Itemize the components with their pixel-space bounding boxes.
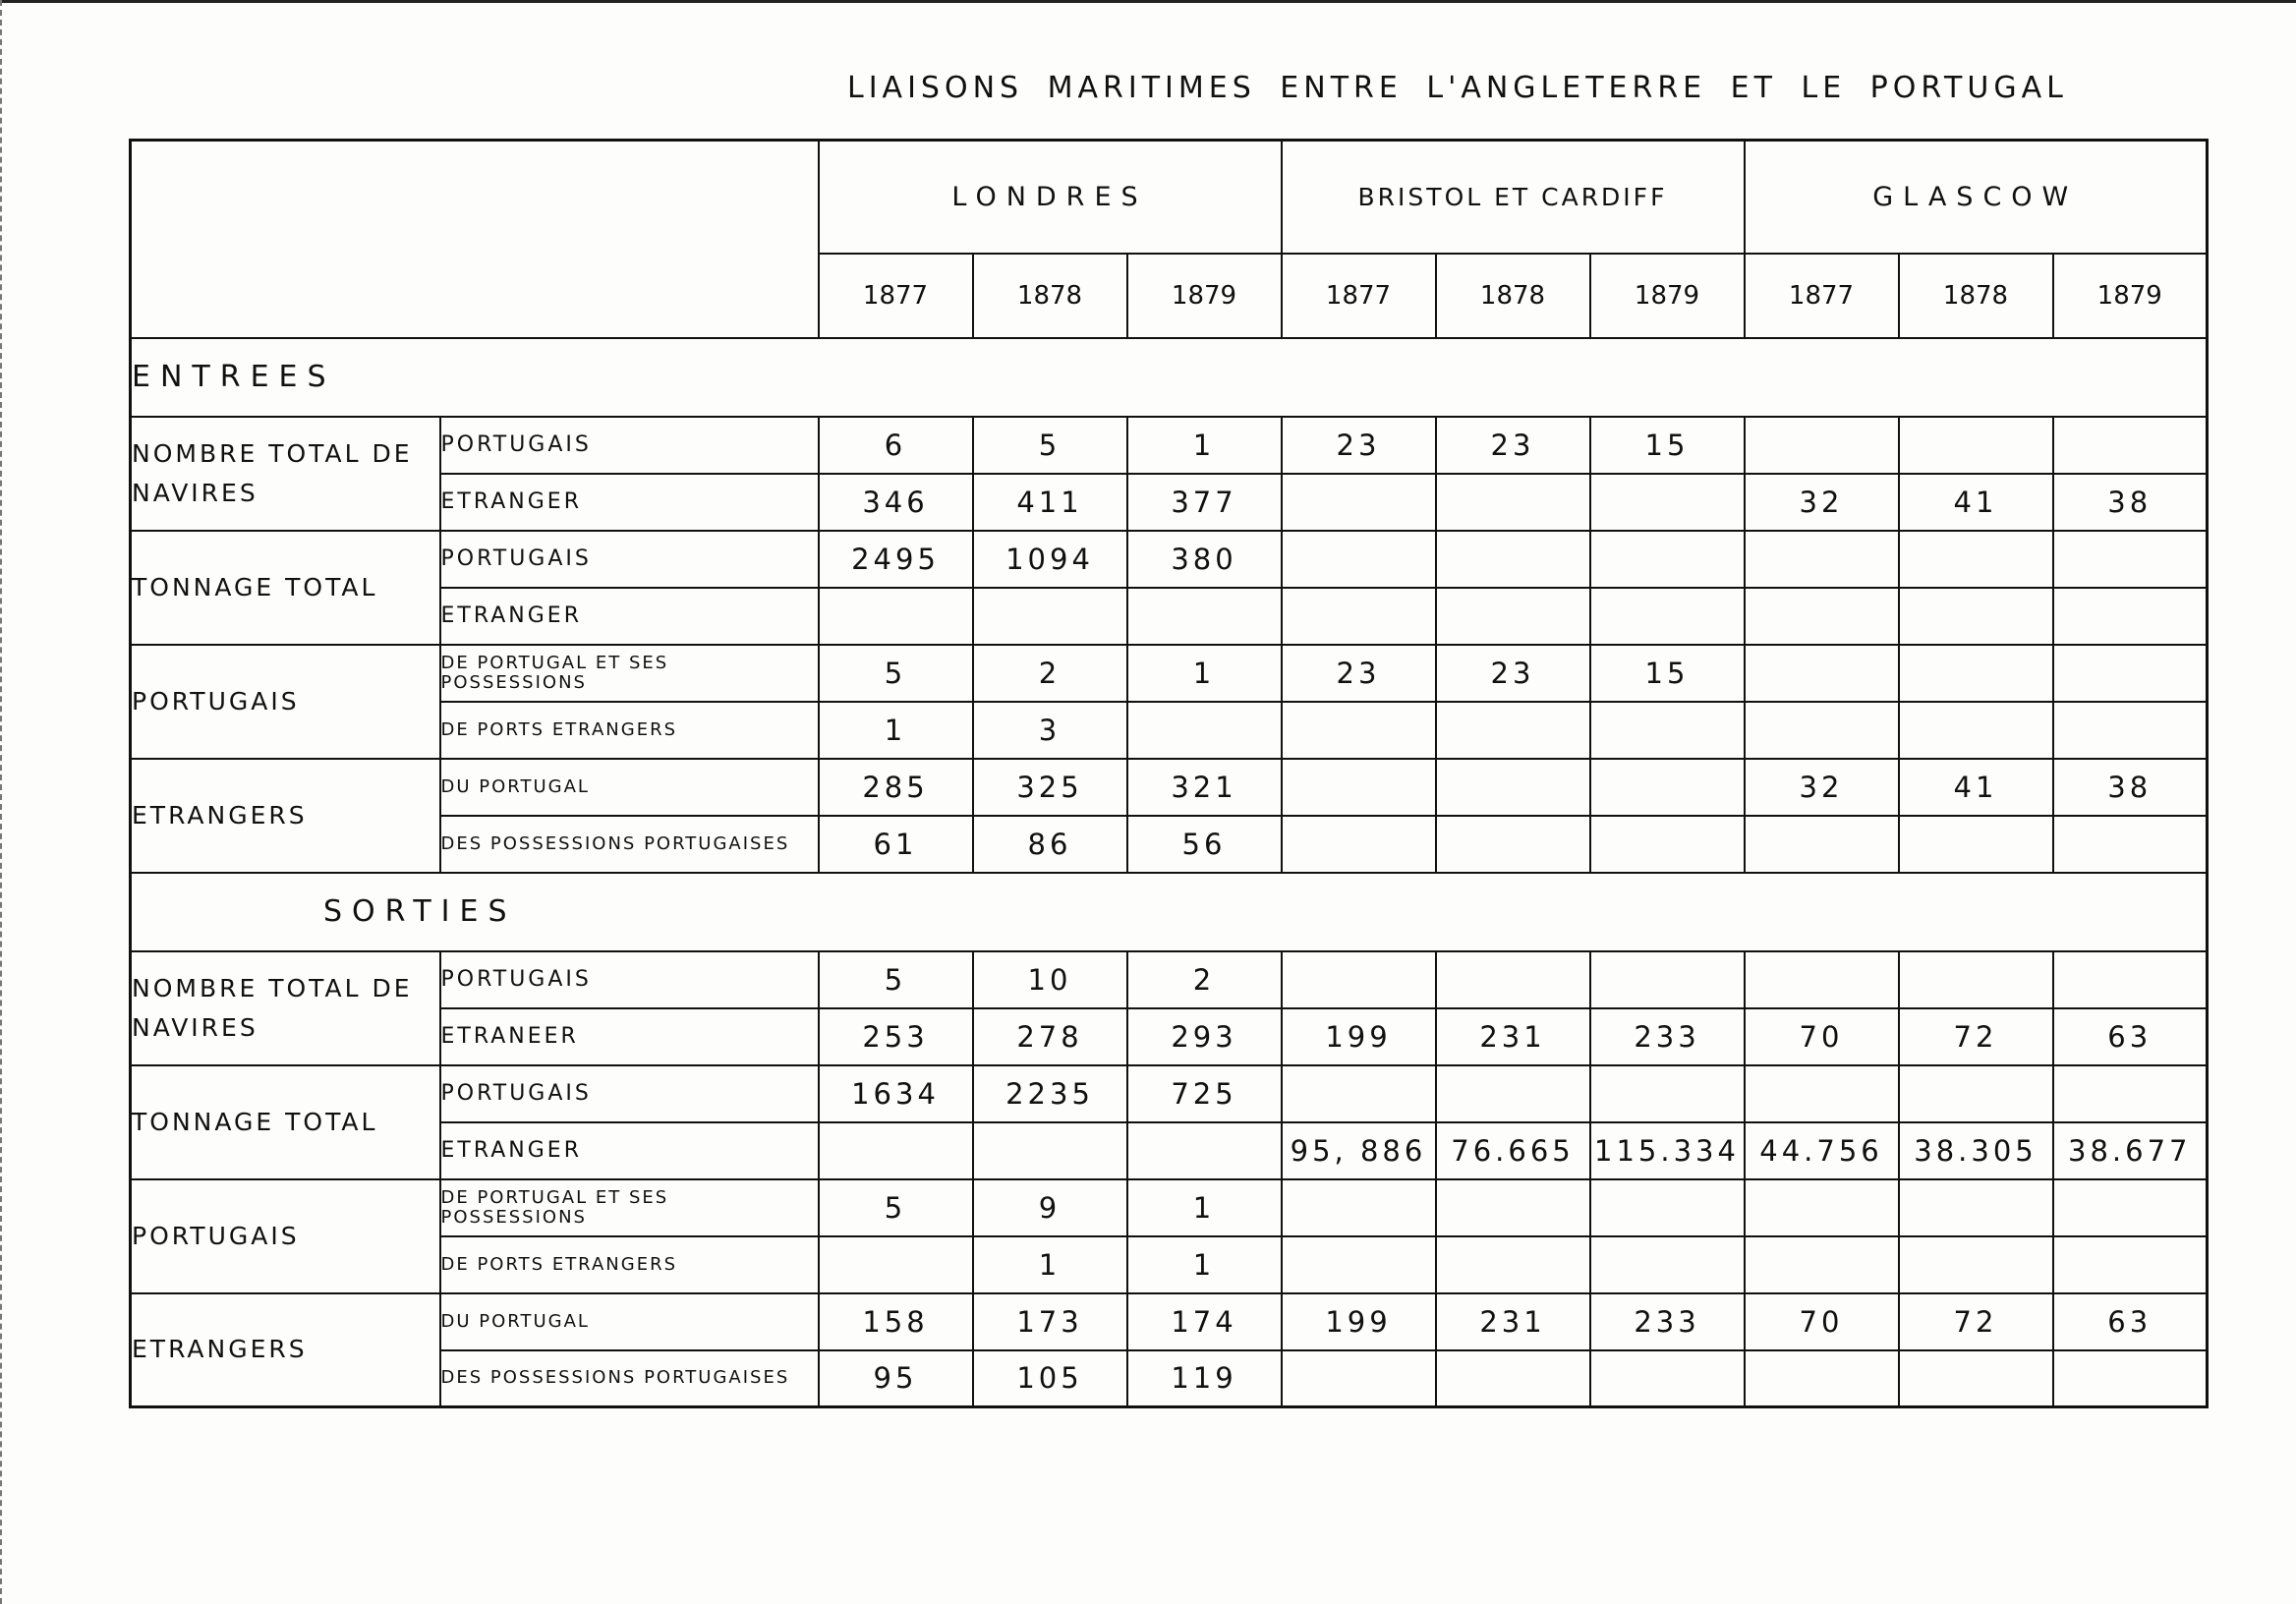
row-group-label: PORTUGAIS — [131, 1179, 440, 1293]
row-sublabel: PORTUGAIS — [440, 1065, 819, 1122]
value-cell: 41 — [1899, 474, 2053, 531]
value-cell — [1899, 417, 2053, 474]
table-row — [131, 645, 2208, 702]
value-cell — [819, 1236, 973, 1293]
table-row — [131, 759, 2208, 816]
value-cell — [1899, 951, 2053, 1008]
left-margin-line — [0, 0, 2, 1604]
value-cell — [2053, 1179, 2208, 1236]
value-cell — [1436, 1179, 1590, 1236]
value-cell — [1436, 759, 1590, 816]
value-cell — [1282, 702, 1436, 759]
value-cell — [2053, 1065, 2208, 1122]
row-sublabel: DE PORTUGAL ET SES POSSESSIONS — [440, 645, 819, 702]
row-sublabel: PORTUGAIS — [440, 417, 819, 474]
value-cell: 95, 886 — [1282, 1122, 1436, 1179]
value-cell: 5 — [819, 645, 973, 702]
value-cell — [1899, 588, 2053, 645]
value-cell — [1436, 951, 1590, 1008]
value-cell — [1899, 531, 2053, 588]
value-cell: 199 — [1282, 1293, 1436, 1350]
table-row — [131, 474, 2208, 531]
value-cell — [819, 1122, 973, 1179]
value-cell: 2235 — [973, 1065, 1127, 1122]
city-header-row — [131, 141, 2208, 254]
value-cell: 2 — [1127, 951, 1282, 1008]
value-cell: 56 — [1127, 816, 1282, 873]
table-row — [131, 588, 2208, 645]
value-cell: 346 — [819, 474, 973, 531]
table-row — [131, 816, 2208, 873]
value-cell — [1745, 417, 1899, 474]
column-header-londres: LONDRES — [819, 141, 1282, 254]
value-cell: 72 — [1899, 1008, 2053, 1065]
value-cell: 325 — [973, 759, 1127, 816]
year-header-row — [131, 254, 2208, 338]
table-row — [131, 1179, 2208, 1236]
value-cell — [1899, 1350, 2053, 1407]
row-group-label: ETRANGERS — [131, 759, 440, 873]
section-heading: SORTIES — [131, 873, 2208, 951]
value-cell — [2053, 1350, 2208, 1407]
value-cell — [1590, 1350, 1745, 1407]
value-cell: 86 — [973, 816, 1127, 873]
column-header-bristol-cardiff: BRISTOL ET CARDIFF — [1282, 141, 1745, 254]
year-header: 1878 — [1436, 254, 1590, 338]
value-cell — [1436, 1350, 1590, 1407]
value-cell: 1 — [1127, 1236, 1282, 1293]
value-cell — [1590, 474, 1745, 531]
row-sublabel: DE PORTUGAL ET SES POSSESSIONS — [440, 1179, 819, 1236]
year-header: 1879 — [2053, 254, 2208, 338]
value-cell — [1282, 816, 1436, 873]
value-cell: 2 — [973, 645, 1127, 702]
section-row — [131, 873, 2208, 951]
value-cell — [1899, 1236, 2053, 1293]
row-sublabel: DU PORTUGAL — [440, 1293, 819, 1350]
value-cell: 23 — [1282, 417, 1436, 474]
value-cell — [2053, 588, 2208, 645]
value-cell — [1436, 588, 1590, 645]
value-cell: 1 — [1127, 1179, 1282, 1236]
value-cell: 32 — [1745, 474, 1899, 531]
value-cell — [973, 588, 1127, 645]
value-cell: 23 — [1282, 645, 1436, 702]
row-sublabel: DE PORTS ETRANGERS — [440, 1236, 819, 1293]
row-sublabel: PORTUGAIS — [440, 531, 819, 588]
value-cell: 3 — [973, 702, 1127, 759]
value-cell — [1745, 1236, 1899, 1293]
value-cell — [1590, 588, 1745, 645]
value-cell — [1745, 702, 1899, 759]
value-cell — [1282, 474, 1436, 531]
value-cell: 23 — [1436, 645, 1590, 702]
value-cell: 377 — [1127, 474, 1282, 531]
row-sublabel: DES POSSESSIONS PORTUGAISES — [440, 1350, 819, 1407]
value-cell — [1436, 474, 1590, 531]
section-row — [131, 338, 2208, 417]
value-cell: 38 — [2053, 759, 2208, 816]
value-cell — [1899, 1179, 2053, 1236]
value-cell — [973, 1122, 1127, 1179]
value-cell — [1590, 702, 1745, 759]
row-group-label: NOMBRE TOTAL DE NAVIRES — [131, 417, 440, 531]
value-cell: 76.665 — [1436, 1122, 1590, 1179]
table-row — [131, 951, 2208, 1008]
value-cell — [1282, 1350, 1436, 1407]
row-sublabel: ETRANEER — [440, 1008, 819, 1065]
value-cell: 23 — [1436, 417, 1590, 474]
value-cell — [1282, 1065, 1436, 1122]
value-cell: 174 — [1127, 1293, 1282, 1350]
page-title: LIAISONS MARITIMES ENTRE L'ANGLETERRE ET LE PORTUGAL — [847, 71, 2068, 105]
row-sublabel: DES POSSESSIONS PORTUGAISES — [440, 816, 819, 873]
table-row — [131, 702, 2208, 759]
table-row — [131, 1008, 2208, 1065]
top-border-line — [0, 0, 2296, 3]
value-cell: 1634 — [819, 1065, 973, 1122]
value-cell — [1436, 1065, 1590, 1122]
value-cell — [1745, 531, 1899, 588]
value-cell: 233 — [1590, 1293, 1745, 1350]
value-cell: 15 — [1590, 417, 1745, 474]
year-header: 1877 — [1282, 254, 1436, 338]
value-cell: 9 — [973, 1179, 1127, 1236]
row-sublabel: ETRANGER — [440, 588, 819, 645]
value-cell — [1899, 702, 2053, 759]
value-cell — [819, 588, 973, 645]
value-cell: 1094 — [973, 531, 1127, 588]
table-row — [131, 1122, 2208, 1179]
value-cell — [1745, 588, 1899, 645]
row-group-label: TONNAGE TOTAL — [131, 531, 440, 645]
value-cell: 115.334 — [1590, 1122, 1745, 1179]
value-cell — [1436, 702, 1590, 759]
value-cell — [1745, 1179, 1899, 1236]
value-cell: 173 — [973, 1293, 1127, 1350]
value-cell — [2053, 1236, 2208, 1293]
value-cell: 725 — [1127, 1065, 1282, 1122]
value-cell — [1436, 816, 1590, 873]
value-cell: 70 — [1745, 1293, 1899, 1350]
value-cell — [1590, 1236, 1745, 1293]
value-cell — [1282, 531, 1436, 588]
value-cell — [1590, 951, 1745, 1008]
value-cell: 2495 — [819, 531, 973, 588]
corner-blank — [131, 254, 819, 338]
year-header: 1877 — [819, 254, 973, 338]
value-cell — [1127, 588, 1282, 645]
year-header: 1879 — [1590, 254, 1745, 338]
value-cell: 15 — [1590, 645, 1745, 702]
value-cell: 233 — [1590, 1008, 1745, 1065]
value-cell: 158 — [819, 1293, 973, 1350]
value-cell: 5 — [819, 1179, 973, 1236]
value-cell: 1 — [819, 702, 973, 759]
value-cell: 119 — [1127, 1350, 1282, 1407]
year-header: 1878 — [973, 254, 1127, 338]
value-cell: 38.677 — [2053, 1122, 2208, 1179]
value-cell: 253 — [819, 1008, 973, 1065]
value-cell: 1 — [1127, 417, 1282, 474]
value-cell — [2053, 531, 2208, 588]
value-cell: 321 — [1127, 759, 1282, 816]
maritime-table — [129, 139, 2209, 1408]
section-heading: ENTREES — [131, 338, 2208, 417]
value-cell: 38 — [2053, 474, 2208, 531]
value-cell: 293 — [1127, 1008, 1282, 1065]
value-cell — [1899, 645, 2053, 702]
value-cell — [1899, 816, 2053, 873]
row-group-label: ETRANGERS — [131, 1293, 440, 1407]
value-cell — [1127, 1122, 1282, 1179]
value-cell — [1127, 702, 1282, 759]
table-row — [131, 417, 2208, 474]
value-cell: 44.756 — [1745, 1122, 1899, 1179]
value-cell: 278 — [973, 1008, 1127, 1065]
value-cell — [1745, 645, 1899, 702]
value-cell: 41 — [1899, 759, 2053, 816]
row-group-label: NOMBRE TOTAL DE NAVIRES — [131, 951, 440, 1065]
table-body — [131, 338, 2208, 1407]
row-sublabel: ETRANGER — [440, 474, 819, 531]
value-cell: 105 — [973, 1350, 1127, 1407]
value-cell — [1745, 816, 1899, 873]
row-sublabel: PORTUGAIS — [440, 951, 819, 1008]
row-sublabel: ETRANGER — [440, 1122, 819, 1179]
value-cell — [1436, 531, 1590, 588]
value-cell — [2053, 417, 2208, 474]
value-cell — [1282, 588, 1436, 645]
value-cell: 95 — [819, 1350, 973, 1407]
table-row — [131, 1293, 2208, 1350]
value-cell: 70 — [1745, 1008, 1899, 1065]
value-cell: 231 — [1436, 1293, 1590, 1350]
corner-blank — [131, 141, 819, 254]
value-cell — [2053, 645, 2208, 702]
row-sublabel: DE PORTS ETRANGERS — [440, 702, 819, 759]
value-cell — [1282, 1236, 1436, 1293]
year-header: 1877 — [1745, 254, 1899, 338]
value-cell — [1745, 951, 1899, 1008]
table-row — [131, 1065, 2208, 1122]
value-cell — [2053, 702, 2208, 759]
value-cell — [1436, 1236, 1590, 1293]
value-cell: 231 — [1436, 1008, 1590, 1065]
value-cell: 380 — [1127, 531, 1282, 588]
value-cell — [1282, 759, 1436, 816]
value-cell — [1282, 1179, 1436, 1236]
table-row — [131, 531, 2208, 588]
row-group-label: TONNAGE TOTAL — [131, 1065, 440, 1179]
value-cell: 5 — [819, 951, 973, 1008]
table-row — [131, 1236, 2208, 1293]
value-cell: 6 — [819, 417, 973, 474]
value-cell — [1899, 1065, 2053, 1122]
value-cell: 5 — [973, 417, 1127, 474]
value-cell — [1590, 816, 1745, 873]
value-cell: 411 — [973, 474, 1127, 531]
value-cell: 61 — [819, 816, 973, 873]
value-cell — [1282, 951, 1436, 1008]
value-cell: 199 — [1282, 1008, 1436, 1065]
value-cell — [1745, 1350, 1899, 1407]
value-cell: 1 — [973, 1236, 1127, 1293]
year-header: 1878 — [1899, 254, 2053, 338]
value-cell: 32 — [1745, 759, 1899, 816]
value-cell: 63 — [2053, 1008, 2208, 1065]
column-header-glascow: GLASCOW — [1745, 141, 2208, 254]
value-cell: 10 — [973, 951, 1127, 1008]
value-cell — [1590, 759, 1745, 816]
value-cell — [2053, 951, 2208, 1008]
value-cell: 72 — [1899, 1293, 2053, 1350]
year-header: 1879 — [1127, 254, 1282, 338]
value-cell — [1745, 1065, 1899, 1122]
value-cell — [2053, 816, 2208, 873]
value-cell — [1590, 1065, 1745, 1122]
table-row — [131, 1350, 2208, 1407]
value-cell: 285 — [819, 759, 973, 816]
row-sublabel: DU PORTUGAL — [440, 759, 819, 816]
value-cell: 1 — [1127, 645, 1282, 702]
value-cell: 38.305 — [1899, 1122, 2053, 1179]
value-cell — [1590, 531, 1745, 588]
value-cell: 63 — [2053, 1293, 2208, 1350]
row-group-label: PORTUGAIS — [131, 645, 440, 759]
value-cell — [1590, 1179, 1745, 1236]
